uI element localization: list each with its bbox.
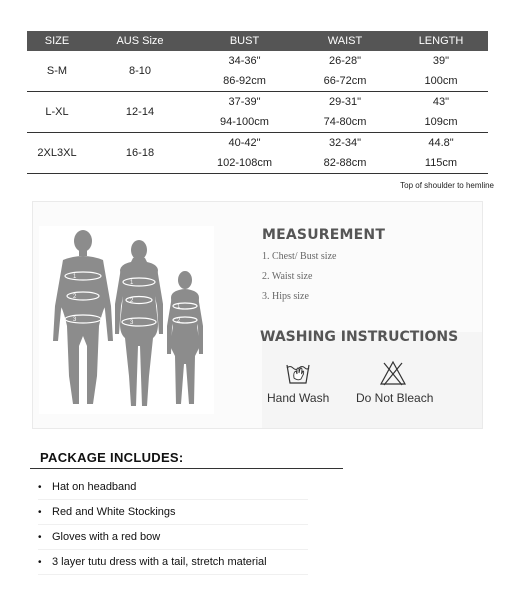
do-not-bleach-icon [379, 360, 407, 391]
length-cell: 43" 109cm [424, 96, 458, 128]
aus-size-cell: 12-14 [125, 106, 155, 118]
measurement-panel [32, 201, 483, 429]
size-table [27, 31, 488, 174]
washing-title: WASHING INSTRUCTIONS [260, 329, 459, 345]
size-table-header [27, 31, 488, 51]
svg-text:1: 1 [177, 304, 181, 310]
bust-cell: 37-39" 94-100cm [220, 96, 269, 128]
hand-wash-icon [285, 360, 311, 391]
package-title: PACKAGE INCLUDES: [40, 450, 184, 465]
list-item: • Hat on headband [38, 475, 308, 500]
header-length: LENGTH [418, 35, 464, 47]
measurement-title: MEASUREMENT [262, 227, 386, 243]
table-row [27, 92, 488, 133]
header-waist: WAIST [327, 35, 363, 47]
svg-text:2: 2 [73, 294, 77, 300]
waist-cell: 29-31" 74-80cm [323, 96, 367, 128]
package-divider [30, 468, 343, 469]
size-cell: 2XL3XL [37, 147, 77, 159]
svg-text:2: 2 [130, 298, 134, 304]
length-note: Top of shoulder to hemline [400, 181, 494, 190]
bust-cell: 40-42" 102-108cm [216, 137, 273, 169]
svg-text:1: 1 [130, 280, 134, 286]
aus-size-cell: 8-10 [128, 65, 152, 77]
list-item: • 3 layer tutu dress with a tail, stretch material [38, 550, 308, 575]
header-size: SIZE [44, 35, 70, 47]
header-aus-size: AUS Size [116, 35, 164, 47]
measurement-item: 1. Chest/ Bust size [262, 251, 337, 262]
do-not-bleach-label: Do Not Bleach [356, 391, 434, 405]
bullet-icon: • [38, 506, 42, 518]
aus-size-cell: 16-18 [125, 147, 155, 159]
child-figure [167, 271, 203, 404]
length-cell: 44.8" 115cm [424, 137, 458, 169]
svg-text:1: 1 [73, 274, 77, 280]
header-bust: BUST [229, 35, 260, 47]
size-cell: L-XL [45, 106, 69, 118]
list-item: • Red and White Stockings [38, 500, 308, 525]
waist-cell: 26-28" 66-72cm [323, 55, 367, 87]
package-list [38, 475, 308, 575]
size-cell: S-M [46, 65, 68, 77]
measurement-item: 3. Hips size [262, 291, 309, 302]
bullet-icon: • [38, 481, 42, 493]
list-item: • Gloves with a red bow [38, 525, 308, 550]
bullet-icon: • [38, 556, 42, 568]
svg-text:3: 3 [73, 317, 77, 323]
body-figures-illustration [39, 226, 214, 416]
table-row [27, 51, 488, 92]
measurement-item: 2. Waist size [262, 271, 313, 282]
waist-cell: 32-34" 82-88cm [323, 137, 367, 169]
table-row [27, 133, 488, 174]
bust-cell: 34-36" 86-92cm [223, 55, 266, 87]
man-figure [53, 230, 113, 404]
hand-wash-label: Hand Wash [267, 391, 330, 405]
svg-text:2: 2 [177, 318, 181, 324]
bullet-icon: • [38, 531, 42, 543]
svg-text:3: 3 [130, 320, 134, 326]
length-cell: 39" 100cm [424, 55, 458, 87]
